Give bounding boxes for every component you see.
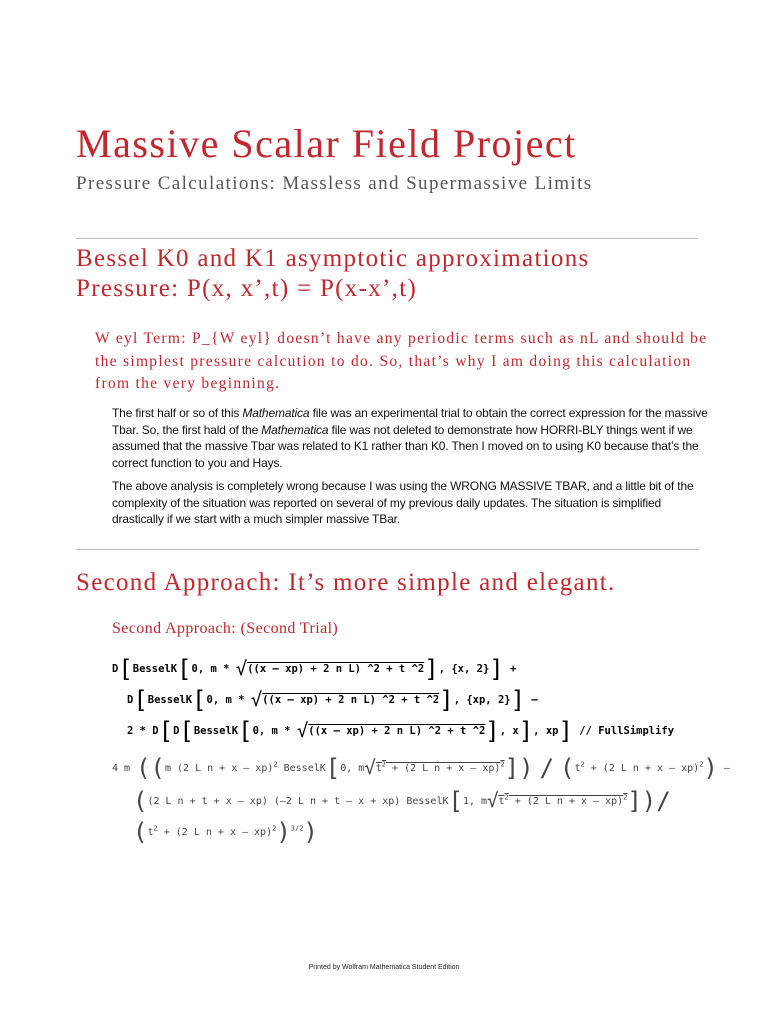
code-token: BesselK	[132, 663, 178, 675]
code-token: , xp	[533, 725, 559, 737]
code-token: , x	[499, 725, 519, 737]
paragraph	[112, 405, 712, 471]
exponent: 2	[504, 793, 509, 802]
exponent: 2	[623, 793, 628, 802]
code-token: D	[112, 663, 119, 675]
exponent: 2	[500, 760, 505, 769]
output-token: (2 L n + t + x – xp) (–2 L n + t – x + xp) BesselK	[147, 796, 449, 807]
output-token: + (2 L n + x – xp)	[157, 827, 273, 838]
section-heading-second-approach: Second Approach: It’s more simple and elegant.	[76, 569, 616, 596]
output-expression-line: ((2 L n + t + x – xp) (–2 L n + t – x + xp) BesselK[1, $m√t^2 + (2$ L n + x – xp)$^2$])/	[133, 787, 671, 815]
exponent: 3/2	[290, 824, 304, 833]
output-token: 1, m	[462, 796, 488, 807]
output-token: t	[375, 763, 382, 774]
code-token: BesselK	[193, 725, 239, 737]
exponent: 2	[272, 824, 277, 833]
radicand: ((x – xp) + 2 n L) ^2 + t ^2	[247, 663, 425, 675]
text-run: The first half or so of this	[112, 406, 243, 420]
code-token: +	[503, 663, 517, 675]
exponent: 2	[699, 760, 704, 769]
output-token: + (2 L n + x – xp)	[386, 763, 501, 774]
exponent: 2	[273, 760, 278, 769]
italic-text: Mathematica	[261, 422, 329, 437]
code-token: , {xp, 2}	[453, 694, 511, 706]
code-token: D	[173, 725, 180, 737]
code-token: –	[525, 694, 538, 706]
code-token: 0, m *	[206, 694, 251, 706]
code-token: // FullSimplify	[572, 725, 675, 737]
code-token: 0, m *	[252, 725, 297, 737]
radicand	[375, 760, 505, 774]
output-expression-line: ($t^2 + (2$ L n + x – xp)$^2$)$^{3/2}$)	[133, 818, 318, 846]
section-divider	[76, 549, 698, 550]
output-token: t	[498, 796, 505, 807]
radicand: ((x – xp) + 2 n L) ^2 + t ^2	[308, 725, 486, 737]
page-subtitle: Pressure Calculations: Massless and Supermassive Limits	[76, 173, 593, 194]
code-token: D	[127, 694, 134, 706]
code-token: 0, m *	[191, 663, 236, 675]
output-token: 4 m	[112, 763, 131, 774]
output-token: 0, m	[340, 763, 365, 774]
subsection-heading: Second Approach: (Second Trial)	[112, 620, 339, 637]
italic-text: Mathematica	[242, 406, 310, 420]
output-token: + (2 L n + x – xp)	[584, 763, 700, 774]
radicand: ((x – xp) + 2 n L) ^2 + t ^2	[262, 694, 440, 706]
input-code-line: D[BesselK[0, m * √((x – xp) + 2 n L) ^2 + t ^2], {x, 2}] +	[112, 655, 517, 683]
code-token: , {x, 2}	[438, 663, 490, 675]
section-heading-line: Bessel K0 and K1 asymptotic approximations	[76, 245, 590, 272]
output-expression-line: 4 m ((m (2 L n + x – xp)$^2$ BesselK[0, $m√t^2 + (2$ L $n + x - xp)^2]) / (t^2 + (2$ L n + x – xp)$^2$) –	[112, 754, 730, 782]
output-token: t	[574, 763, 581, 774]
page-title: Massive Scalar Field Project	[76, 121, 577, 166]
section-heading-bessel	[76, 244, 590, 304]
output-token: m (2 L n + x – xp)	[165, 763, 274, 774]
paragraph: The above analysis is completely wrong because I was using the WRONG MASSIVE TBAR, and a little bit of the complexity of the situation was reported on several of my previous daily updates. The situation is simplified drastically if we start with a much simpler massive TBar.	[112, 479, 694, 526]
input-code-line: 2 * D[D[BesselK[0, m * √((x – xp) + 2 n L) ^2 + t ^2], x], xp] // FullSimplify	[127, 717, 675, 745]
text-run: file was not deleted to demonstrate how HORRI-BLY things went if we assumed that the massive Tbar was related to K1 rather than K0. Then I moved on to using K0 because that’s the correct function to you and Hays.	[112, 422, 699, 470]
output-token: + (2 L n + x – xp)	[508, 796, 624, 807]
section-divider	[76, 238, 698, 239]
exponent: 2	[381, 760, 387, 769]
print-footer: Printed by Wolfram Mathematica Student Edition	[308, 964, 460, 971]
output-token: t	[147, 827, 154, 838]
exponent: 2	[153, 824, 158, 833]
weyl-term-text: W eyl Term: P_{W eyl} doesn’t have any periodic terms such as nL and should be the simplest pressure calcution to do. So, that’s why I am doing this calculation from the very beginning.	[95, 330, 708, 392]
text-run: file was an experimental trial to obtain the correct expression for the massive Tbar. So, the first hald of the	[112, 406, 708, 437]
exponent: 2	[580, 760, 585, 769]
output-token: –	[717, 763, 730, 774]
output-token: BesselK	[277, 763, 326, 774]
input-code-line: D[BesselK[0, m * √((x – xp) + 2 n L) ^2 + t ^2], {xp, 2}] –	[127, 686, 538, 714]
code-token: BesselK	[147, 694, 193, 706]
radicand	[498, 793, 628, 807]
section-heading-line: Pressure: P(x, x’,t) = P(x-x’,t)	[76, 275, 418, 302]
code-token: 2 * D	[127, 725, 159, 737]
